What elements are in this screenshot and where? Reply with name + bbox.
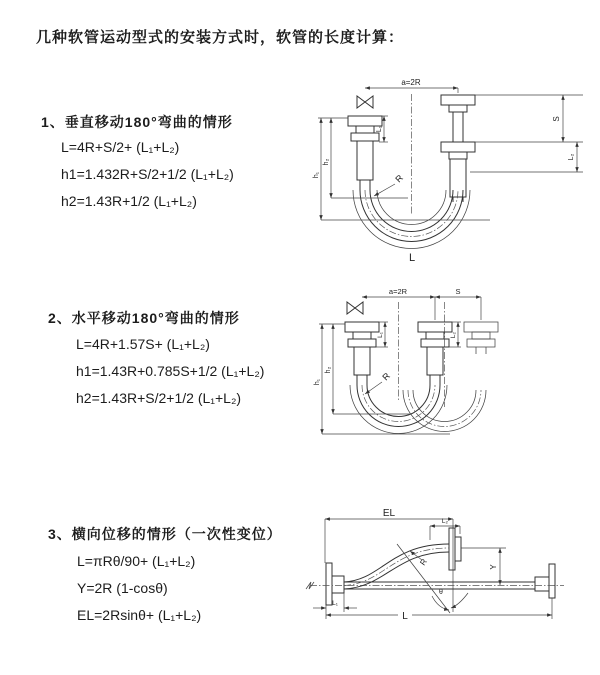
diagram-horizontal-180-bend [300,282,595,457]
formula-line: L=πRθ/90+ (L₁+L₂) [77,553,196,569]
top-flange [449,528,461,570]
length-label: L [408,252,416,264]
radius-label: R [380,370,393,383]
dim-label-l2: L₂ [450,331,457,339]
formula-line: h1=1.43R+0.785S+1/2 (L₁+L₂) [76,363,265,379]
formula-line: EL=2Rsinθ+ (L₁+L₂) [77,607,202,623]
length-label: L [402,611,408,622]
dim-label-l1: L₁ [332,600,338,607]
dim-label-h2: h₂ [323,158,330,166]
dim-label-h1: h₁ [314,378,321,386]
dim-label-a2r: a=2R [388,287,408,296]
page-title: 几种软管运动型式的安装方式时，软管的长度计算： [36,29,405,46]
dim-label-h2: h₂ [325,366,332,374]
middle-fitting [418,322,452,385]
dim-label-s: S [455,287,461,296]
dim-label-s: S [552,116,561,122]
formula-line: L=4R+1.57S+ (L₁+L₂) [76,336,210,352]
angle-theta-construction [397,544,468,613]
section1-heading: 1、垂直移动180°弯曲的情形 [41,114,233,130]
section3-formulas [77,548,201,629]
dim-label-h1: h₁ [313,171,320,179]
dim-label-l1: L₁ [376,125,383,133]
left-fitting [345,322,379,385]
formula-line: h2=1.43R+S/2+1/2 (L₁+L₂) [76,390,242,406]
section1-formulas [61,134,234,215]
dim-label-a2r: a=2R [401,78,421,87]
section2-heading: 2、水平移动180°弯曲的情形 [48,310,240,326]
angle-label-theta: θ [439,589,443,596]
radius-label: R [418,557,429,568]
left-flange [326,563,344,605]
formula-line: L=4R+S/2+ (L₁+L₂) [61,139,180,155]
section3-heading: 3、横向位移的情形（一次性变位） [48,526,282,542]
diagram-lateral-displacement [298,500,598,645]
right-fitting [441,95,475,202]
dim-label-l2: L₂ [568,153,575,161]
formula-line: h1=1.432R+S/2+1/2 (L₁+L₂) [61,166,234,182]
valve-icon [357,96,373,108]
formula-line: Y=2R (1-cosθ) [77,580,168,596]
right-fitting-shifted [464,322,498,354]
dim-label-l2: L₂ [441,518,449,525]
section2-formulas [76,331,264,412]
dim-label-el: EL [382,508,396,519]
diagram-vertical-180-bend [300,72,595,267]
dim-label-y: Y [489,564,498,570]
formula-line: h2=1.43R+1/2 (L₁+L₂) [61,193,197,209]
dim-label-l1: L₁ [377,332,384,338]
radius-label: R [393,172,406,185]
valve-icon [347,302,363,314]
right-flange [535,564,555,598]
